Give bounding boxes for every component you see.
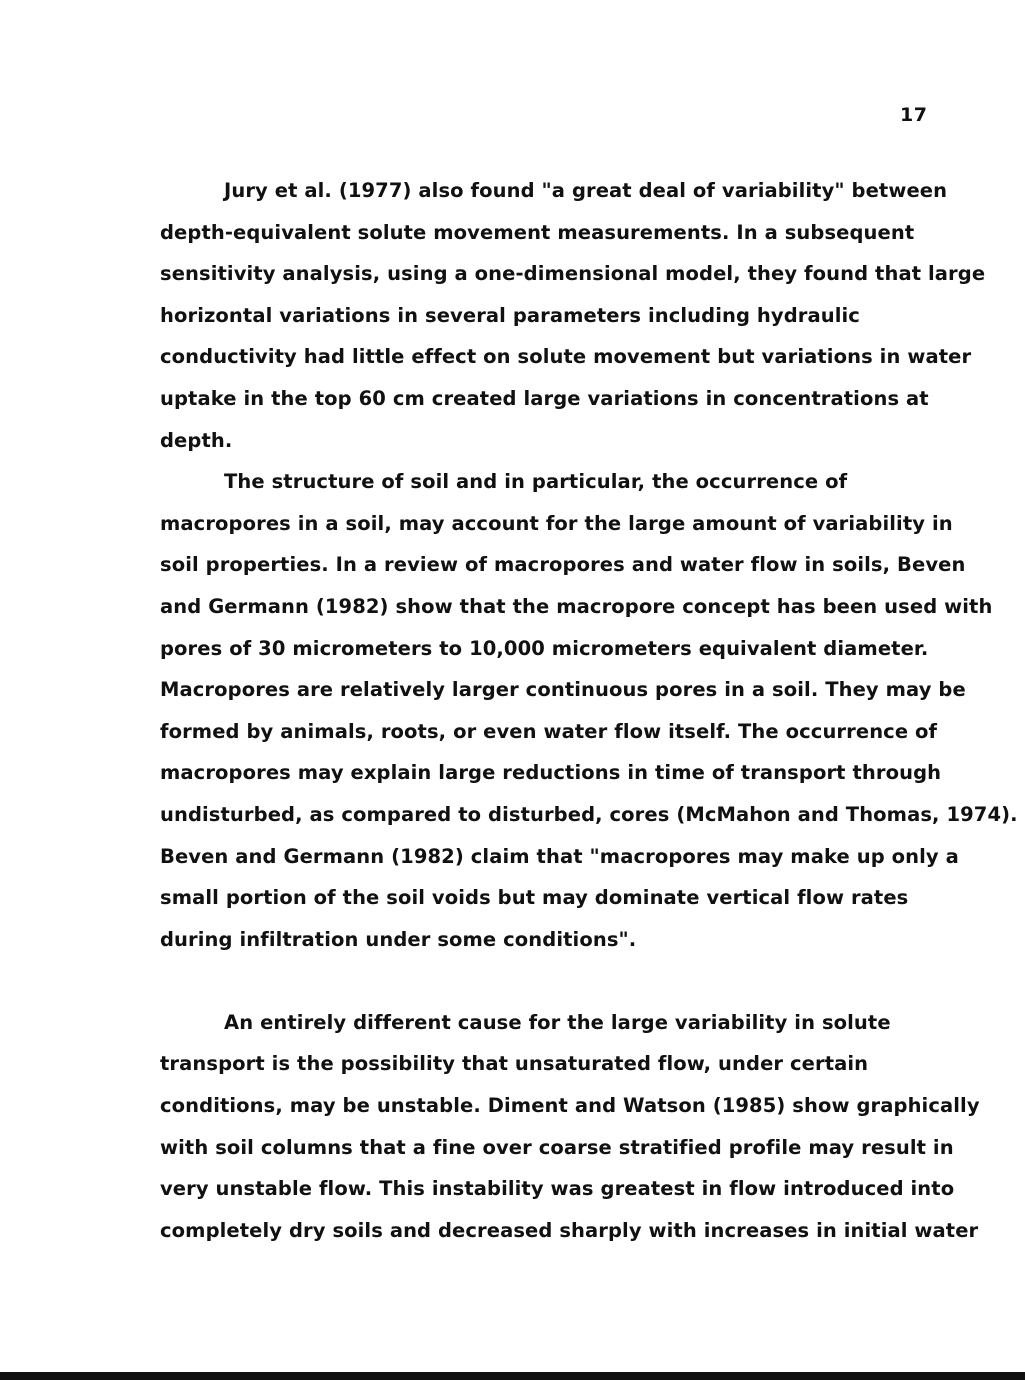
paragraph [160, 461, 1018, 1002]
text-line: and Germann (1982) show that the macropore concept has been used with [160, 594, 993, 618]
page-number: 17 [900, 104, 928, 126]
text-line: formed by animals, roots, or even water flow itself. The occurrence of [160, 719, 938, 743]
text-line [160, 960, 920, 1002]
text-line: macropores may explain large reductions in time of transport through [160, 761, 942, 785]
text-line: undisturbed, as compared to disturbed, cores (McMahon and Thomas, 1974). [160, 802, 1018, 826]
text-line: Beven and Germann (1982) claim that "macropores may make up only a [160, 844, 959, 868]
paragraph [160, 1002, 980, 1252]
text-line: very unstable flow. This instability was greatest in flow introduced into [160, 1177, 955, 1201]
text-line: with soil columns that a fine over coarse stratified profile may result in [160, 1135, 954, 1159]
text-line: completely dry soils and decreased sharply with increases in initial water [160, 1218, 979, 1242]
text-line: soil properties. In a review of macropores and water flow in soils, Beven [160, 553, 966, 577]
text-line: conditions, may be unstable. Diment and Watson (1985) show graphically [160, 1094, 980, 1118]
text-line: sensitivity analysis, using a one-dimensional model, they found that large [160, 262, 986, 286]
text-line: pores of 30 micrometers to 10,000 micrometers equivalent diameter. [160, 636, 929, 660]
text-line: uptake in the top 60 cm created large variations in concentrations at [160, 386, 929, 410]
text-line: macropores in a soil, may account for the large amount of variability in [160, 511, 953, 535]
text-line: small portion of the soil voids but may dominate vertical flow rates [160, 886, 909, 910]
text-line: depth-equivalent solute movement measurements. In a subsequent [160, 220, 915, 244]
text-line: Jury et al. (1977) also found "a great deal of variability" between [224, 179, 948, 202]
paragraph [160, 170, 986, 461]
text-line: during infiltration under some conditions". [160, 927, 637, 951]
text-line: An entirely different cause for the large variability in solute [224, 1010, 891, 1034]
bottom-scan-edge [0, 1372, 1025, 1380]
body-text [160, 170, 1018, 1251]
text-line: transport is the possibility that unsaturated flow, under certain [160, 1052, 869, 1076]
text-line: The structure of soil and in particular, the occurrence of [224, 470, 848, 494]
text-line: Macropores are relatively larger continuous pores in a soil. They may be [160, 678, 966, 702]
text-line: depth. [160, 428, 233, 452]
text-line: horizontal variations in several parameters including hydraulic [160, 303, 860, 327]
text-line: conductivity had little effect on solute movement but variations in water [160, 345, 972, 369]
